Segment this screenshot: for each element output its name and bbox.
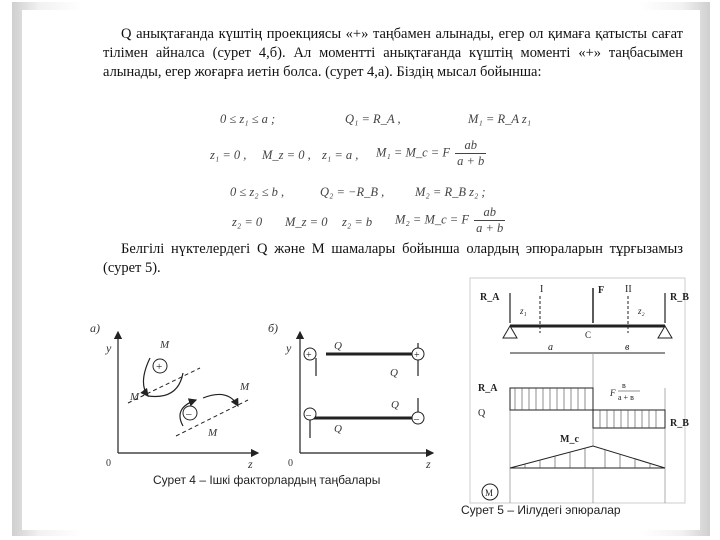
eq-range2: 0 ≤ z₂ ≤ b , [230, 185, 285, 199]
eq-m1-value [376, 138, 486, 169]
svg-text:+: + [414, 350, 420, 361]
fig5-C-label: C [585, 330, 592, 340]
eq-mz-zero2: M_z = 0 [285, 215, 328, 229]
fig5-F-label: F [598, 285, 605, 296]
fig4-label-a: а) [90, 321, 100, 335]
svg-text:–: – [414, 414, 419, 425]
fig4a-y-label: y [106, 341, 112, 355]
eq-z1-zero: z₁ = 0 , [210, 148, 247, 162]
fig4a-moment-arc-1 [143, 358, 150, 396]
fig5-m-axis-label: M [485, 488, 494, 498]
eq-m2-fraction [474, 205, 505, 236]
fig5-q-F-label: F [610, 388, 616, 398]
fig5-II-label: II [625, 284, 632, 295]
fraction-denominator: a + b [457, 154, 485, 168]
svg-text:+: + [306, 350, 312, 361]
eq-q2: Q₂ = −R_B , [320, 185, 385, 199]
fig5-RA-label: R_A [480, 292, 500, 303]
eq-m2-value [395, 205, 505, 236]
figure-4 [88, 318, 456, 471]
fig5-a-label: a [548, 342, 553, 353]
fig4b-Q-top-right: Q [390, 367, 398, 379]
fig4-label-b: б) [268, 321, 279, 335]
figure-5 [470, 278, 689, 503]
fig4a-M-label-4: M [208, 427, 218, 439]
fig5-b-label: в [625, 342, 630, 353]
fig4a-origin: 0 [106, 458, 111, 469]
fraction-denominator: a + b [476, 221, 504, 235]
eq-m2: M₂ = R_B z₂ ; [415, 185, 486, 199]
caption-figure-4: Сурет 4 – Ішкі факторлардың таңбалары [153, 473, 381, 487]
eq-z1-a: z₁ = a , [322, 148, 359, 162]
fig4b-y-label: y [286, 341, 292, 355]
fig4b-Q-top-left: Q [334, 340, 342, 352]
fig5-q-axis-label: Q [478, 408, 486, 419]
fig4b-origin: 0 [288, 458, 293, 469]
fig5-Mc-label: M_c [560, 434, 579, 445]
svg-text:–: – [306, 410, 311, 421]
eq-range1: 0 ≤ z₁ ≤ a ; [220, 112, 276, 126]
eq-m1: M₁ = R_A z₁ [468, 112, 532, 126]
fig5-q-frac-den: a + в [618, 393, 634, 402]
fig5-q-negative [593, 410, 665, 428]
svg-text:+: + [156, 361, 163, 373]
eq-z2-zero: z₂ = 0 [232, 215, 263, 229]
fraction-numerator: ab [455, 138, 486, 154]
fig5-q-positive [510, 388, 593, 410]
eq-q1: Q₁ = R_A , [345, 112, 401, 126]
fig5-RB-label: R_B [670, 292, 689, 303]
fig4a-M-label-3: M [240, 381, 250, 393]
fig4a-z-label: z [248, 457, 253, 471]
eq-z2-b: z₂ = b [342, 215, 373, 229]
fig4b-Q-bottom-left: Q [334, 423, 342, 435]
caption-figure-5: Сурет 5 – Иілудегі эпюралар [461, 503, 621, 517]
fig5-q-RA-label: R_A [478, 383, 498, 394]
fig4a-M-label-1: M [160, 339, 170, 351]
fig4b-z-label: z [426, 457, 431, 471]
fig4a-moment-arc-2 [148, 373, 183, 397]
eq-mz-zero1: M_z = 0 , [262, 148, 311, 162]
eq-m2-value-text: M₂ = M_c = F [395, 212, 469, 227]
fig5-q-frac-num: в [622, 381, 626, 390]
eq-m1-fraction [455, 138, 486, 169]
fraction-numerator: ab [474, 205, 505, 221]
svg-text:–: – [186, 408, 192, 420]
fig5-z1-label: z₁ [520, 306, 527, 316]
eq-m1-value-text: M₁ = M_c = F [376, 145, 450, 160]
fig4a-moment-arc-3 [203, 394, 238, 406]
fig5-z2-label: z₂ [638, 306, 645, 316]
fig4b-Q-bottom-right: Q [391, 399, 399, 411]
fig5-q-RB-label: R_B [670, 418, 689, 429]
fig4a-M-label-2: M [130, 391, 140, 403]
paragraph-build-diagrams: Белгiлi нүктелердегi Q және М шамалары бойынша олардың эпюраларын тұрғызамыз (сурет 5). [103, 241, 683, 276]
fig5-I-label: I [540, 284, 544, 295]
paragraph-sign-rules: Q анықтағанда күштің проекциясы «+» таңбамен алынады, егер ол қимаға қатысты сағат тілімен айналса (сурет 4,б). Ал моменттi анықтағанда күштің моменті «+» таңбасымен алынады, егер жоғарға иетін болса. (сурет 4,а). Біздің мысал бойынша: [103, 26, 683, 80]
